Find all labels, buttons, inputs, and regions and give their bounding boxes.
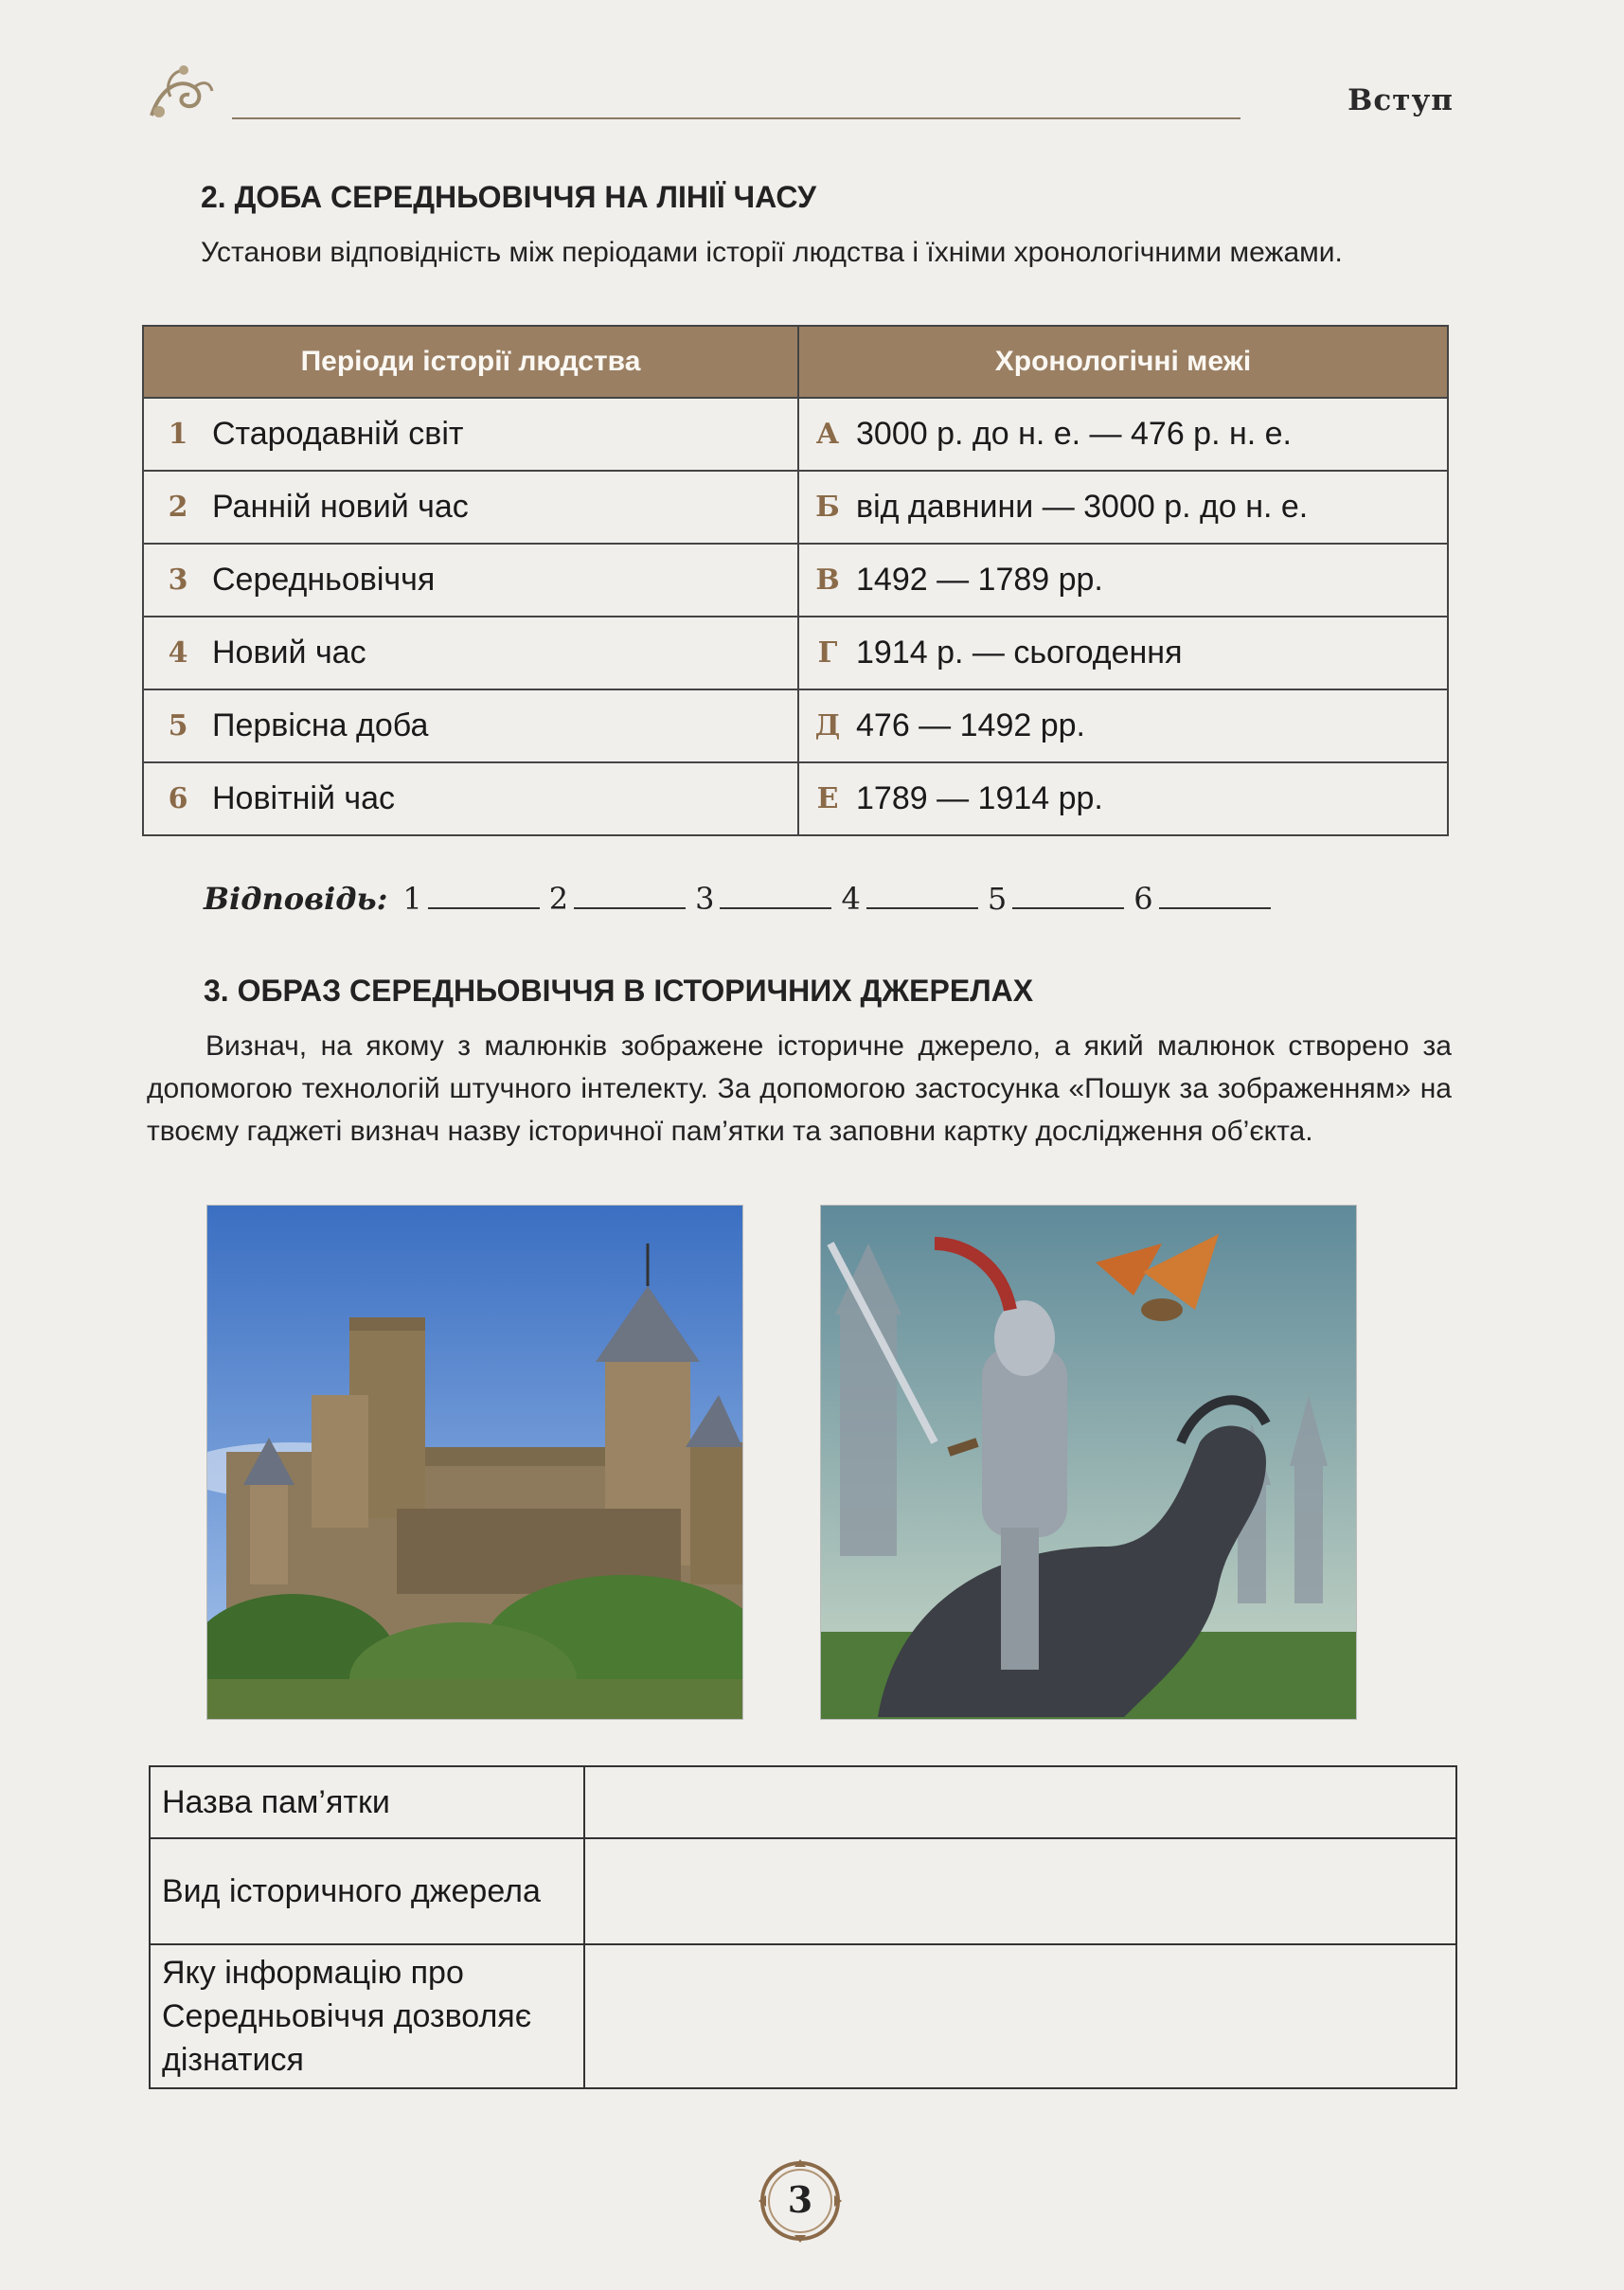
range-value: 3000 р. до н. е. — 476 р. н. е. (856, 416, 1292, 452)
section-title: Вступ (1347, 83, 1454, 117)
table-row (143, 762, 1448, 835)
card-value-field[interactable] (584, 1766, 1456, 1838)
range-letter: Б (815, 491, 840, 524)
range-letter: Д (814, 709, 841, 742)
answer-line (204, 881, 1280, 917)
period-name: Первісна доба (212, 707, 429, 743)
period-cell (143, 689, 798, 762)
answer-slot[interactable] (1133, 881, 1270, 917)
range-letter: Г (817, 636, 838, 670)
period-cell (143, 617, 798, 689)
answer-blank[interactable] (866, 881, 978, 909)
period-cell (143, 762, 798, 835)
period-number: 3 (168, 564, 188, 597)
range-letter: А (815, 418, 840, 451)
header-divider (232, 117, 1240, 119)
answer-slot-number: 3 (695, 881, 715, 917)
answer-blank[interactable] (574, 881, 686, 909)
period-name: Новий час (212, 635, 366, 671)
answer-slot[interactable] (988, 881, 1124, 917)
period-number: 2 (168, 491, 188, 524)
table-row (143, 617, 1448, 689)
card-label: Яку інформацію про Середньовіччя дозволяє дізнатися (150, 1944, 584, 2088)
range-cell (798, 544, 1448, 617)
answer-blank[interactable] (428, 881, 540, 909)
table-row (143, 398, 1448, 471)
card-label: Назва пам’ятки (150, 1766, 584, 1838)
range-value: 1492 — 1789 рр. (856, 562, 1103, 598)
range-cell (798, 471, 1448, 544)
answer-slot-number: 2 (548, 881, 569, 917)
range-value: 1789 — 1914 рр. (856, 780, 1103, 816)
card-row (150, 1838, 1456, 1944)
column-header-ranges: Хронологічні межі (798, 326, 1448, 398)
answer-slot[interactable] (549, 881, 686, 917)
task3-heading: 3. ОБРАЗ СЕРЕДНЬОВІЧЧЯ В ІСТОРИЧНИХ ДЖЕРЕЛАХ (204, 974, 1034, 1008)
page-number: 3 (787, 2178, 813, 2221)
answer-blank[interactable] (1012, 881, 1124, 909)
range-cell (798, 398, 1448, 471)
card-row (150, 1766, 1456, 1838)
column-header-periods: Періоди історії людства (143, 326, 798, 398)
period-number: 1 (168, 418, 188, 451)
castle-photo (206, 1205, 743, 1720)
range-value: 1914 р. — сьогодення (856, 635, 1183, 671)
period-name: Стародавній світ (212, 416, 464, 452)
period-cell (143, 471, 798, 544)
period-name: Середньовіччя (212, 562, 436, 598)
answer-slot[interactable] (841, 881, 977, 917)
task2-instruction: Установи відповідність між періодами історії людства і їхніми хронологічними межами. (201, 237, 1343, 268)
decorative-vine-icon (142, 59, 218, 134)
period-cell (143, 544, 798, 617)
research-card (149, 1765, 1457, 2089)
range-letter: Е (816, 782, 839, 815)
period-number: 4 (168, 636, 188, 670)
range-cell (798, 689, 1448, 762)
range-cell (798, 617, 1448, 689)
range-value: 476 — 1492 рр. (856, 707, 1085, 743)
card-label: Вид історичного джерела (150, 1838, 584, 1944)
table-row (143, 544, 1448, 617)
period-number: 6 (168, 782, 188, 815)
knight-illustration (820, 1205, 1357, 1720)
answer-slot-number: 1 (402, 881, 422, 917)
period-number: 5 (168, 709, 188, 742)
period-name: Ранній новий час (212, 489, 469, 525)
table-row (143, 471, 1448, 544)
card-value-field[interactable] (584, 1838, 1456, 1944)
card-value-field[interactable] (584, 1944, 1456, 2088)
answer-blank[interactable] (1159, 881, 1271, 909)
chronology-table (142, 325, 1449, 836)
answer-slot-number: 5 (987, 881, 1008, 917)
card-row (150, 1944, 1456, 2088)
answer-slot[interactable] (695, 881, 831, 917)
table-row (143, 689, 1448, 762)
answer-slot[interactable] (402, 881, 539, 917)
answer-slot-number: 4 (841, 881, 861, 917)
answer-blank[interactable] (720, 881, 831, 909)
task3-instruction: Визнач, на якому з малюнків зображене історичне джерело, а який малюнок створено за допомогою технологій штучного інтелекту. За допомогою застосунка «Пошук за зображенням» на твоєму гаджеті визнач назву історичної пам’ятки та заповни картку дослідження об’єкта. (147, 1030, 1452, 1147)
range-letter: В (815, 564, 840, 597)
answer-label: Відповідь: (204, 881, 388, 917)
period-name: Новітній час (212, 780, 396, 816)
answer-slot-number: 6 (1133, 881, 1153, 917)
range-cell (798, 762, 1448, 835)
range-value: від давнини — 3000 р. до н. е. (856, 489, 1309, 525)
task2-heading: 2. ДОБА СЕРЕДНЬОВІЧЧЯ НА ЛІНІЇ ЧАСУ (201, 180, 816, 214)
period-cell (143, 398, 798, 471)
